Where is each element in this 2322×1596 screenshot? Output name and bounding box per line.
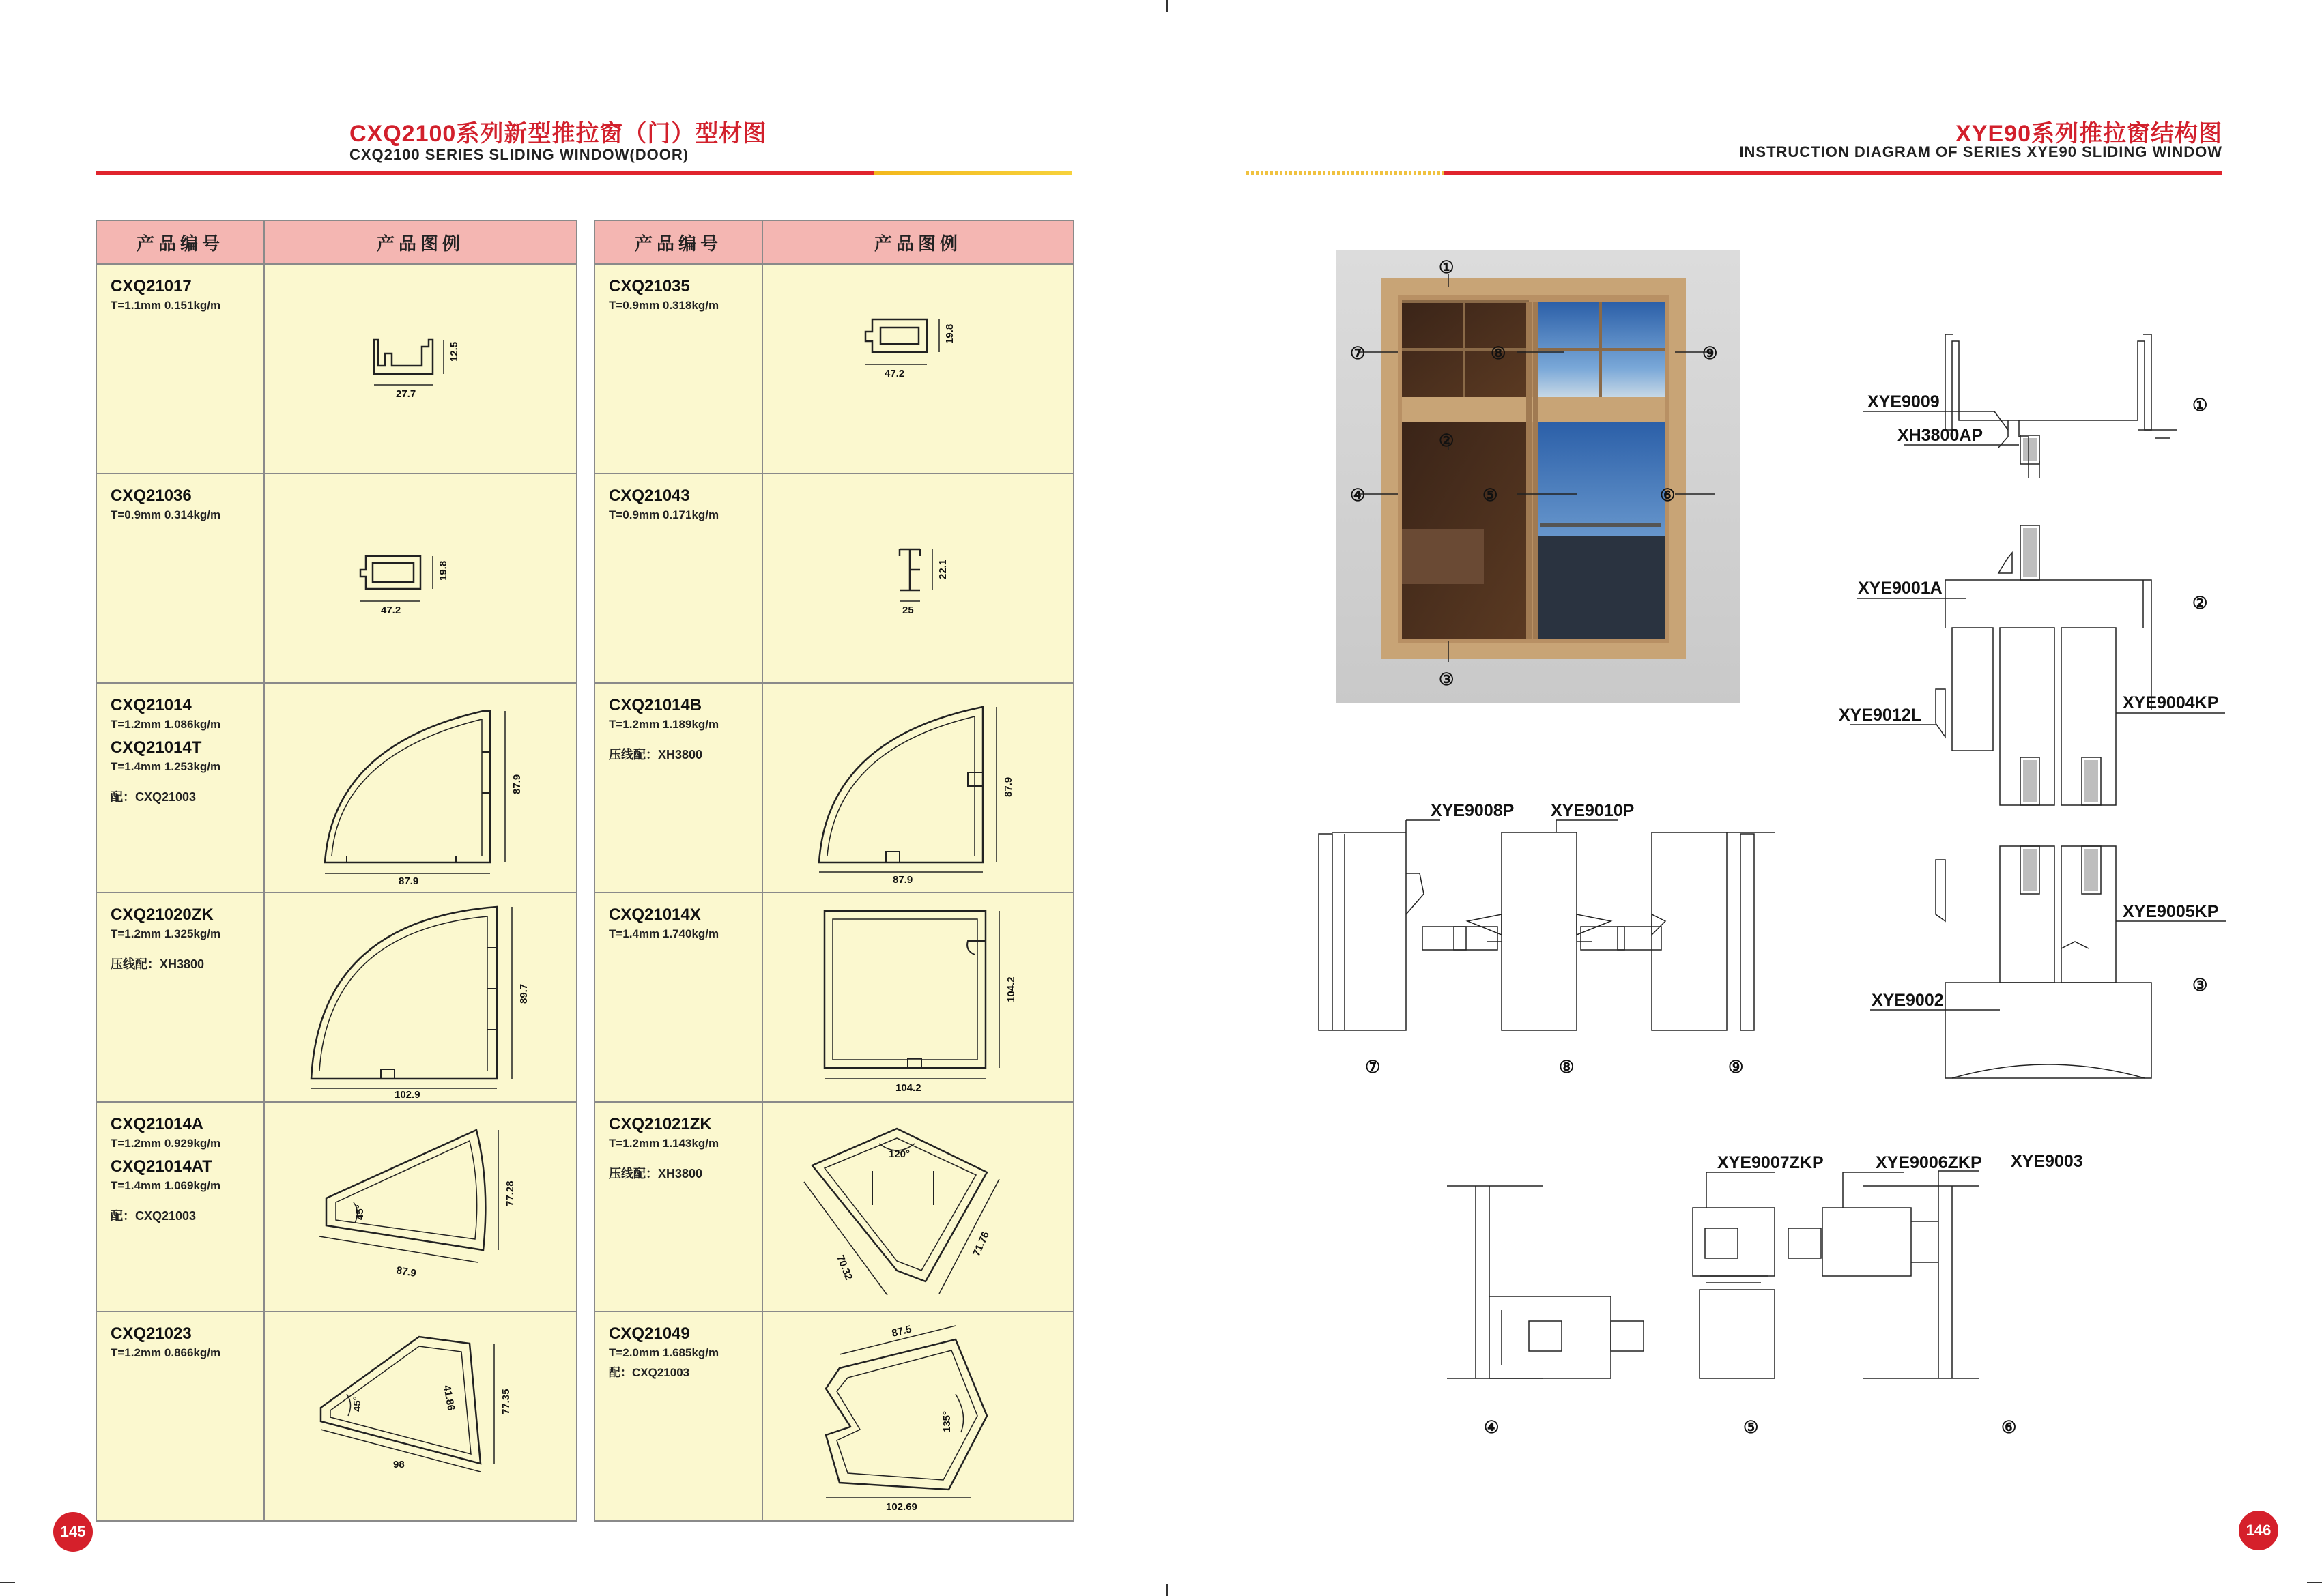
product-spec: T=0.9mm 0.314kg/m xyxy=(111,508,221,521)
table-row xyxy=(594,893,1074,1102)
product-spec: T=1.4mm 1.740kg/m xyxy=(609,927,719,940)
product-spec: T=1.2mm 0.929kg/m xyxy=(111,1137,221,1150)
table-row xyxy=(594,1311,1074,1521)
product-code: CXQ21014 xyxy=(111,696,192,714)
dimension-label: 87.9 xyxy=(893,874,913,886)
header-code: 产品编号 xyxy=(96,220,264,264)
product-spec: T=1.2mm 1.143kg/m xyxy=(609,1137,719,1150)
dimension-label: 27.7 xyxy=(396,388,416,400)
product-code: CXQ21014B xyxy=(609,696,702,714)
dimension-label: 12.5 xyxy=(448,341,460,362)
header-image: 产品图例 xyxy=(762,220,1074,264)
table-row xyxy=(96,893,577,1102)
left-page-title-en: CXQ2100 SERIES SLIDING WINDOW(DOOR) xyxy=(349,146,689,163)
dimension-label: 22.1 xyxy=(937,559,949,579)
table-row xyxy=(594,264,1074,474)
product-spec: T=1.2mm 1.325kg/m xyxy=(111,927,221,940)
crop-mark-right xyxy=(2307,1582,2322,1583)
part-label: XYE9008P xyxy=(1431,801,1515,820)
photo-marker-2: ② xyxy=(1439,431,1454,450)
crop-mark-left xyxy=(0,1582,15,1583)
table-row xyxy=(96,1311,577,1521)
photo-marker-3: ③ xyxy=(1439,670,1454,689)
product-note: 压线配：XH3800 xyxy=(609,748,703,761)
product-code: CXQ21021ZK xyxy=(609,1115,712,1133)
profile-drawing xyxy=(763,684,1074,888)
page-number-left: 145 xyxy=(53,1512,93,1552)
product-code: CXQ21049 xyxy=(609,1324,690,1343)
dimension-label: 45° xyxy=(352,1396,363,1412)
profile-drawing xyxy=(763,265,1074,469)
right-page-title-en: INSTRUCTION DIAGRAM OF SERIES XYE90 SLIDING WINDOW xyxy=(1739,143,2222,160)
dimension-label: 102.69 xyxy=(886,1501,917,1513)
profile-drawing xyxy=(763,893,1074,1098)
product-code: CXQ21035 xyxy=(609,277,690,295)
page-number-right: 146 xyxy=(2239,1511,2278,1550)
part-label: XYE9004KP xyxy=(2123,693,2219,712)
table-row xyxy=(96,474,577,683)
table-row xyxy=(96,1102,577,1311)
right-title-rule-accent xyxy=(1246,171,1444,175)
product-table-left xyxy=(96,220,577,1522)
part-label: XH3800AP xyxy=(1897,426,1983,445)
dimension-label: 19.8 xyxy=(438,560,449,581)
dimension-label: 89.7 xyxy=(518,983,530,1004)
product-note: 配：CXQ21003 xyxy=(111,790,197,804)
part-label: XYE9003 xyxy=(2011,1152,2083,1171)
table-row xyxy=(594,683,1074,893)
product-note: 配：CXQ21003 xyxy=(111,1209,197,1223)
product-code: CXQ21036 xyxy=(111,487,192,505)
dimension-label: 102.9 xyxy=(395,1089,420,1098)
profile-drawing xyxy=(265,1312,576,1517)
profile-drawing xyxy=(265,1103,576,1307)
section-number-8: ⑧ xyxy=(1559,1058,1575,1077)
section-number-6: ⑥ xyxy=(2001,1418,2017,1437)
product-spec: T=2.0mm 1.685kg/m xyxy=(609,1346,719,1359)
dimension-label: 98 xyxy=(393,1459,405,1470)
photo-marker-9: ⑨ xyxy=(1702,344,1718,363)
product-code-alt: CXQ21014T xyxy=(111,738,202,757)
part-label: XYE9001A xyxy=(1858,579,1943,598)
photo-marker-7: ⑦ xyxy=(1350,344,1366,363)
dimension-label: 70.32 xyxy=(834,1253,855,1282)
profile-drawing xyxy=(265,474,576,679)
profile-drawing xyxy=(265,684,576,888)
crop-mark-top xyxy=(1166,0,1168,12)
dimension-label: 47.2 xyxy=(885,368,905,379)
part-label: XYE9005KP xyxy=(2123,902,2219,921)
table-row xyxy=(594,474,1074,683)
product-code: CXQ21043 xyxy=(609,487,690,505)
dimension-label: 87.5 xyxy=(890,1323,913,1339)
structure-diagram xyxy=(1297,232,2252,1488)
product-code: CXQ21014X xyxy=(609,905,701,924)
header-image: 产品图例 xyxy=(264,220,577,264)
dimension-label: 25 xyxy=(902,605,914,616)
crop-mark-bottom xyxy=(1166,1584,1168,1596)
dimension-label: 77.28 xyxy=(504,1180,516,1206)
product-note: 压线配：XH3800 xyxy=(111,957,205,971)
header-code: 产品编号 xyxy=(594,220,762,264)
part-label: XYE9006ZKP xyxy=(1876,1153,1982,1172)
product-spec: T=1.2mm 1.086kg/m xyxy=(111,718,221,731)
section-number-9: ⑨ xyxy=(1728,1058,1744,1077)
dimension-label: 71.76 xyxy=(971,1230,992,1258)
product-code: CXQ21014A xyxy=(111,1115,204,1133)
profile-drawing xyxy=(265,265,576,469)
part-label: XYE9002 xyxy=(1872,991,1944,1010)
product-spec: T=1.2mm 0.866kg/m xyxy=(111,1346,221,1359)
part-label: XYE9007ZKP xyxy=(1717,1153,1824,1172)
table-row xyxy=(96,683,577,893)
profile-drawing xyxy=(763,1103,1074,1307)
dimension-label: 87.9 xyxy=(399,875,419,887)
photo-marker-5: ⑤ xyxy=(1482,486,1498,505)
section-number-3: ③ xyxy=(2192,976,2208,995)
left-page-title-cn: CXQ2100系列新型推拉窗（门）型材图 xyxy=(349,121,767,147)
section-number-4: ④ xyxy=(1484,1418,1500,1437)
dimension-label: 104.2 xyxy=(1005,976,1017,1002)
profile-drawing xyxy=(265,893,576,1098)
dimension-label: 19.8 xyxy=(944,323,956,344)
section-number-2: ② xyxy=(2192,594,2208,613)
product-spec: T=0.9mm 0.171kg/m xyxy=(609,508,719,521)
product-spec: T=1.1mm 0.151kg/m xyxy=(111,299,221,312)
product-spec-alt: T=1.4mm 1.253kg/m xyxy=(111,760,221,773)
dimension-label: 104.2 xyxy=(895,1082,921,1094)
dimension-label: 87.9 xyxy=(395,1264,418,1280)
dimension-label: 120° xyxy=(889,1148,911,1160)
table-row xyxy=(96,264,577,474)
product-code: CXQ21017 xyxy=(111,277,192,295)
section-number-7: ⑦ xyxy=(1365,1058,1381,1077)
part-label: XYE9010P xyxy=(1551,801,1635,820)
product-note: 压线配：XH3800 xyxy=(609,1167,703,1180)
photo-marker-8: ⑧ xyxy=(1491,344,1506,363)
product-table-right xyxy=(594,220,1074,1522)
dimension-label: 77.35 xyxy=(500,1389,512,1414)
product-spec: T=1.2mm 1.189kg/m xyxy=(609,718,719,731)
product-code: CXQ21023 xyxy=(111,1324,192,1343)
right-title-rule xyxy=(1444,171,2222,175)
product-code: CXQ21020ZK xyxy=(111,905,214,924)
photo-marker-6: ⑥ xyxy=(1660,486,1676,505)
left-title-rule-accent xyxy=(874,171,1072,175)
dimension-label: 87.9 xyxy=(1003,777,1014,797)
product-spec-alt: T=1.4mm 1.069kg/m xyxy=(111,1179,221,1192)
dimension-label: 45° xyxy=(354,1204,366,1220)
photo-marker-1: ① xyxy=(1439,258,1454,277)
product-note: 配：CXQ21003 xyxy=(609,1366,690,1379)
product-spec: T=0.9mm 0.318kg/m xyxy=(609,299,719,312)
photo-marker-4: ④ xyxy=(1350,486,1366,505)
profile-drawing xyxy=(763,1312,1074,1517)
part-label: XYE9009 xyxy=(1867,392,1940,411)
left-title-rule xyxy=(96,171,874,175)
dimension-label: 135° xyxy=(941,1410,953,1432)
table-row xyxy=(594,1102,1074,1311)
profile-drawing xyxy=(763,474,1074,679)
dimension-label: 47.2 xyxy=(381,605,401,616)
right-page-title-cn: XYE90系列推拉窗结构图 xyxy=(1955,121,2222,147)
section-number-1: ① xyxy=(2192,396,2208,415)
dimension-label: 41.86 xyxy=(441,1384,457,1412)
part-label: XYE9012L xyxy=(1839,706,1921,725)
product-code-alt: CXQ21014AT xyxy=(111,1157,212,1176)
dimension-label: 87.9 xyxy=(511,774,523,794)
section-number-5: ⑤ xyxy=(1743,1418,1759,1437)
